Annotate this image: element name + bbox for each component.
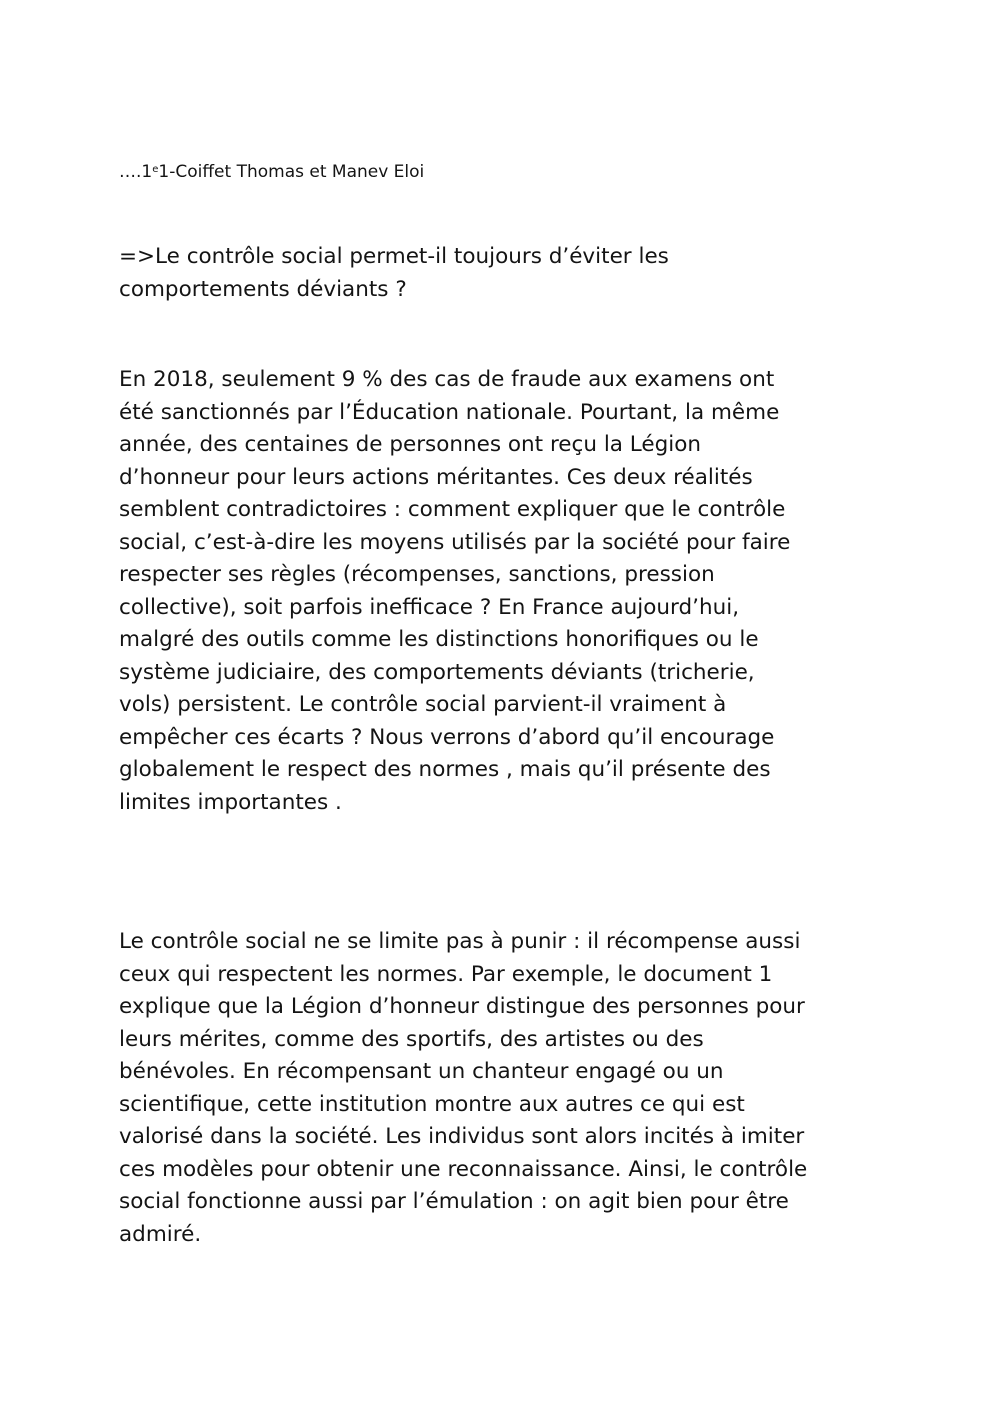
- question-line-1: =>Le contrôle social permet-il toujours d’éviter les: [119, 244, 669, 269]
- body-line: Le contrôle social ne se limite pas à punir : il récompense aussi: [119, 929, 801, 954]
- essay-question: [119, 241, 879, 306]
- question-line-2: comportements déviants ?: [119, 276, 407, 302]
- intro-line: globalement le respect des normes , mais qu’il présente des: [119, 757, 771, 782]
- body-line: admiré.: [119, 1221, 202, 1247]
- intro-line: malgré des outils comme les distinctions honorifiques ou le: [119, 627, 759, 652]
- author-header: [119, 160, 424, 184]
- body-line: explique que la Légion d’honneur distingue des personnes pour: [119, 994, 805, 1019]
- header-prefix: ….1: [119, 162, 153, 182]
- intro-line: été sanctionnés par l’Éducation nationale. Pourtant, la même: [119, 399, 780, 425]
- body-line: ceux qui respectent les normes. Par exemple, le document 1: [119, 961, 773, 987]
- intro-line: système judiciaire, des comportements déviants (tricherie,: [119, 659, 755, 685]
- intro-line: d’honneur pour leurs actions méritantes. Ces deux réalités: [119, 464, 753, 490]
- intro-line: collective), soit parfois inefficace ? En France aujourd’hui,: [119, 594, 740, 620]
- body-line: leurs mérites, comme des sportifs, des artistes ou des: [119, 1026, 704, 1052]
- intro-line: En 2018, seulement 9 % des cas de fraude aux examens ont: [119, 367, 775, 392]
- body-line: valorisé dans la société. Les individus sont alors incités à imiter: [119, 1124, 805, 1149]
- body-line: bénévoles. En récompensant un chanteur engagé ou un: [119, 1059, 724, 1084]
- header-superscript: e: [152, 164, 159, 175]
- body-line: ces modèles pour obtenir une reconnaissance. Ainsi, le contrôle: [119, 1156, 808, 1182]
- intro-line: limites importantes .: [119, 789, 342, 815]
- body-line: scientifique, cette institution montre aux autres ce qui est: [119, 1091, 745, 1117]
- intro-line: respecter ses règles (récompenses, sanctions, pression: [119, 562, 715, 587]
- intro-line: année, des centaines de personnes ont reçu la Légion: [119, 432, 702, 457]
- body-line: social fonctionne aussi par l’émulation : on agit bien pour être: [119, 1189, 789, 1214]
- intro-paragraph: [119, 364, 879, 819]
- intro-line: semblent contradictoires : comment expliquer que le contrôle: [119, 497, 786, 522]
- intro-line: empêcher ces écarts ? Nous verrons d’abord qu’il encourage: [119, 724, 775, 750]
- intro-line: vols) persistent. Le contrôle social parvient-il vraiment à: [119, 692, 727, 717]
- body-paragraph: [119, 926, 879, 1251]
- header-authors: 1-Coiffet Thomas et Manev Eloi: [158, 162, 425, 182]
- intro-line: social, c’est-à-dire les moyens utilisés par la société pour faire: [119, 529, 791, 555]
